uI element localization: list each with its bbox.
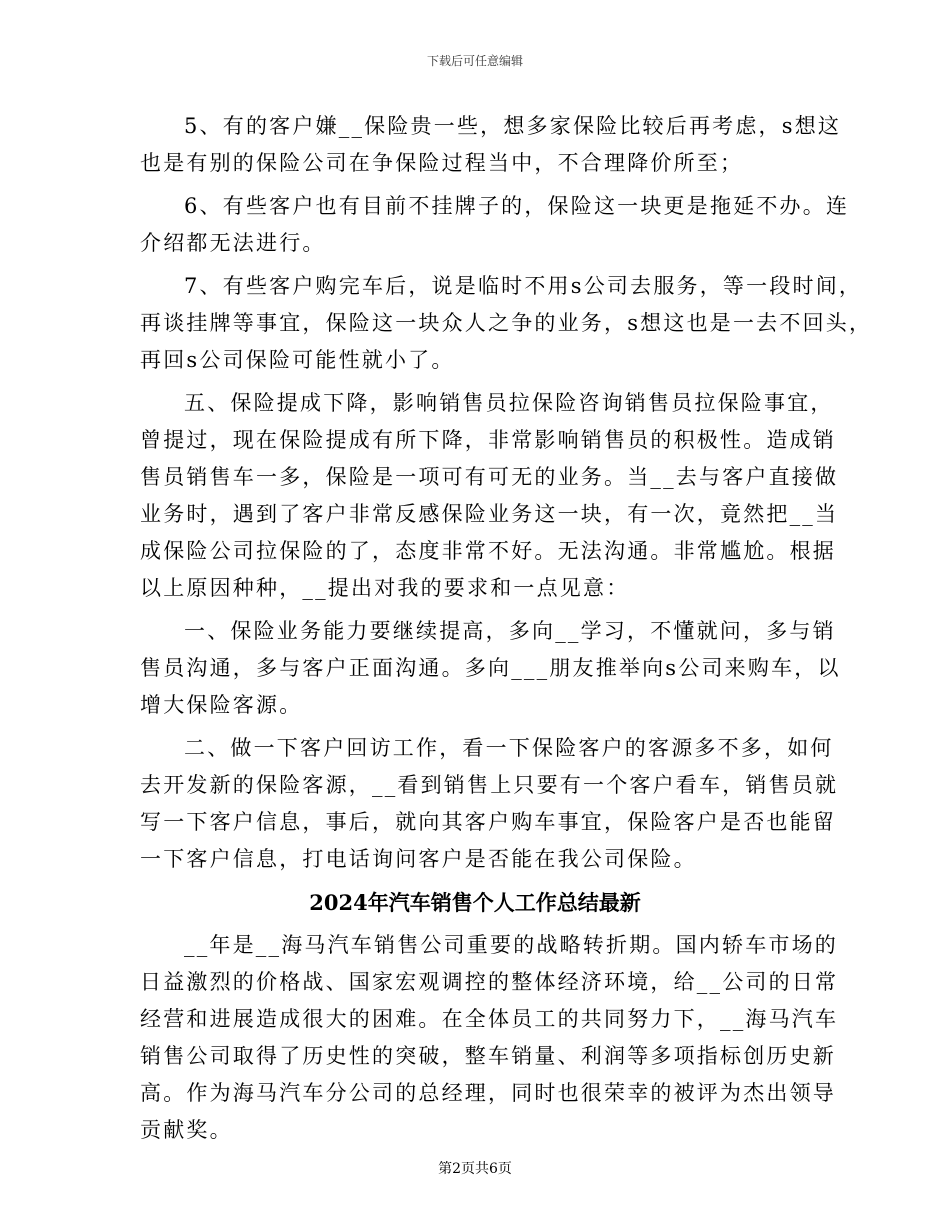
paragraph-line: 再回s公司保险可能性就小了。 — [140, 348, 455, 372]
paragraph-line: 业务时，遇到了客户非常反感保险业务这一块，有一次，竟然把__当 — [140, 502, 839, 526]
paragraph-line: 售员销售车一多，保险是一项可有可无的业务。当__去与客户直接做 — [140, 465, 839, 489]
paragraph — [140, 108, 842, 182]
paragraph-line: 一、保险业务能力要继续提高，多向__学习，不懂就问，多与销 — [184, 619, 836, 643]
page-header: 下载后可任意编辑 — [426, 54, 523, 68]
paragraph-line: 贡献奖。 — [140, 1118, 233, 1142]
paragraph-line: __年是__海马汽车销售公司重要的战略转折期。国内轿车市场的 — [184, 933, 838, 957]
paragraph-line: 日益激烈的价格战、国家宏观调控的整体经济环境，给__公司的日常 — [140, 970, 839, 994]
paragraph-line: 以上原因种种，__提出对我的要求和一点见意： — [140, 576, 630, 600]
paragraph-line: 五、保险提成下降，影响销售员拉保险咨询销售员拉保险事宜， — [184, 391, 834, 415]
paragraph-line: 成保险公司拉保险的了，态度非常不好。无法沟通。非常尴尬。根据 — [140, 539, 836, 563]
paragraph-line: 5、有的客户嫌__保险贵一些，想多家保险比较后再考虑，s想这 — [184, 114, 842, 138]
paragraph — [140, 730, 839, 878]
paragraph-line: 介绍都无法进行。 — [140, 231, 326, 255]
paragraph-line: 增大保险客源。 — [140, 693, 303, 717]
section-a — [140, 108, 873, 878]
section-b — [140, 927, 839, 1149]
page-footer: 第2页共6页 — [438, 1161, 512, 1177]
section-title: 2024年汽车销售个人工作总结最新 — [309, 890, 641, 915]
paragraph-line: 曾提过，现在保险提成有所下降，非常影响销售员的积极性。造成销 — [140, 428, 836, 452]
paragraph — [140, 268, 873, 379]
paragraph-line: 销售公司取得了历史性的突破，整车销量、利润等多项指标创历史新 — [140, 1044, 836, 1068]
paragraph-line: 经营和进展造成很大的困难。在全体员工的共同努力下，__海马汽车 — [140, 1007, 839, 1031]
document-body — [140, 108, 873, 1155]
paragraph — [140, 188, 850, 262]
paragraph — [140, 613, 841, 724]
paragraph-line: 也是有别的保险公司在争保险过程当中，不合理降价所至； — [140, 151, 744, 175]
paragraph-line: 7、有些客户购完车后，说是临时不用s公司去服务，等一段时间， — [184, 274, 863, 298]
paragraph-line: 6、有些客户也有目前不挂牌子的，保险这一块更是拖延不办。连 — [184, 194, 850, 218]
paragraph-line: 去开发新的保险客源，__看到销售上只要有一个客户看车，销售员就 — [140, 773, 839, 797]
paragraph — [140, 927, 839, 1149]
paragraph-line: 一下客户信息，打电话询问客户是否能在我公司保险。 — [140, 847, 697, 871]
paragraph-line: 写一下客户信息，事后，就向其客户购车事宜，保险客户是否也能留 — [140, 810, 836, 834]
paragraph — [140, 385, 839, 607]
paragraph-line: 再谈挂牌等事宜，保险这一块众人之争的业务，s想这也是一去不回头， — [140, 311, 873, 335]
paragraph-line: 二、做一下客户回访工作，看一下保险客户的客源多不多，如何 — [184, 736, 834, 760]
paragraph-line: 售员沟通，多与客户正面沟通。多向___朋友推举向s公司来购车，以 — [140, 656, 841, 680]
paragraph-line: 高。作为海马汽车分公司的总经理，同时也很荣幸的被评为杰出领导 — [140, 1081, 836, 1105]
